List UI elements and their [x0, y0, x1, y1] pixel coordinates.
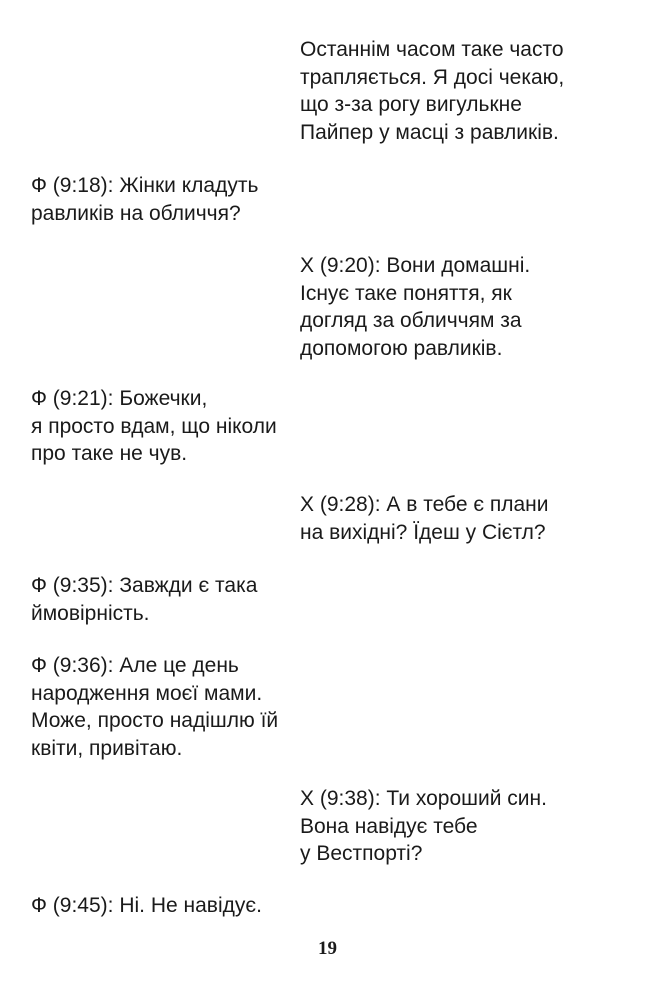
message-left: [31, 892, 262, 920]
message-left: [31, 172, 258, 227]
message-right: [300, 252, 530, 362]
message-left: [31, 385, 277, 468]
text-line: Вона навідує тебе: [300, 814, 478, 838]
message-right: [300, 785, 547, 868]
text-line: на вихідні? Їдеш у Сієтл?: [300, 520, 546, 544]
text-line: я просто вдам, що ніколи: [31, 414, 277, 438]
text-line: Ф (9:18): Жінки кладуть: [31, 174, 259, 197]
message-left: [31, 652, 278, 762]
text-line: Х (9:28): А в тебе є плани: [300, 493, 549, 516]
message-left: [31, 572, 257, 627]
text-line: Ф (9:45): Ні. Не навідує.: [31, 894, 262, 917]
text-line: Може, просто надішлю їй: [31, 709, 279, 732]
text-line: квіти, привітаю.: [31, 736, 183, 760]
message-right: [300, 491, 549, 546]
text-line: що з-за рогу вигулькне: [300, 93, 522, 116]
text-line: у Вестпорті?: [300, 842, 423, 865]
text-line: Х (9:20): Вони домашні.: [300, 254, 531, 277]
message-right: [300, 36, 564, 146]
text-line: Останнім часом таке часто: [300, 38, 564, 61]
text-line: про таке не чув.: [31, 442, 188, 465]
text-line: народження моєї мами.: [31, 681, 263, 705]
text-line: Ф (9:36): Але це день: [31, 654, 239, 677]
text-line: Пайпер у масці з равликів.: [300, 120, 559, 144]
text-line: допомогою равликів.: [300, 336, 503, 360]
text-line: трапляється. Я досі чекаю,: [300, 65, 565, 89]
text-line: Існує таке поняття, як: [300, 281, 512, 305]
text-line: равликів на обличчя?: [31, 201, 241, 225]
text-line: догляд за обличчям за: [300, 309, 522, 332]
text-line: Ф (9:35): Завжди є така: [31, 574, 258, 597]
page-number: 19: [318, 938, 337, 959]
text-line: Ф (9:21): Божечки,: [31, 387, 208, 410]
text-line: ймовірність.: [31, 601, 150, 625]
text-line: Х (9:38): Ти хороший син.: [300, 787, 547, 810]
